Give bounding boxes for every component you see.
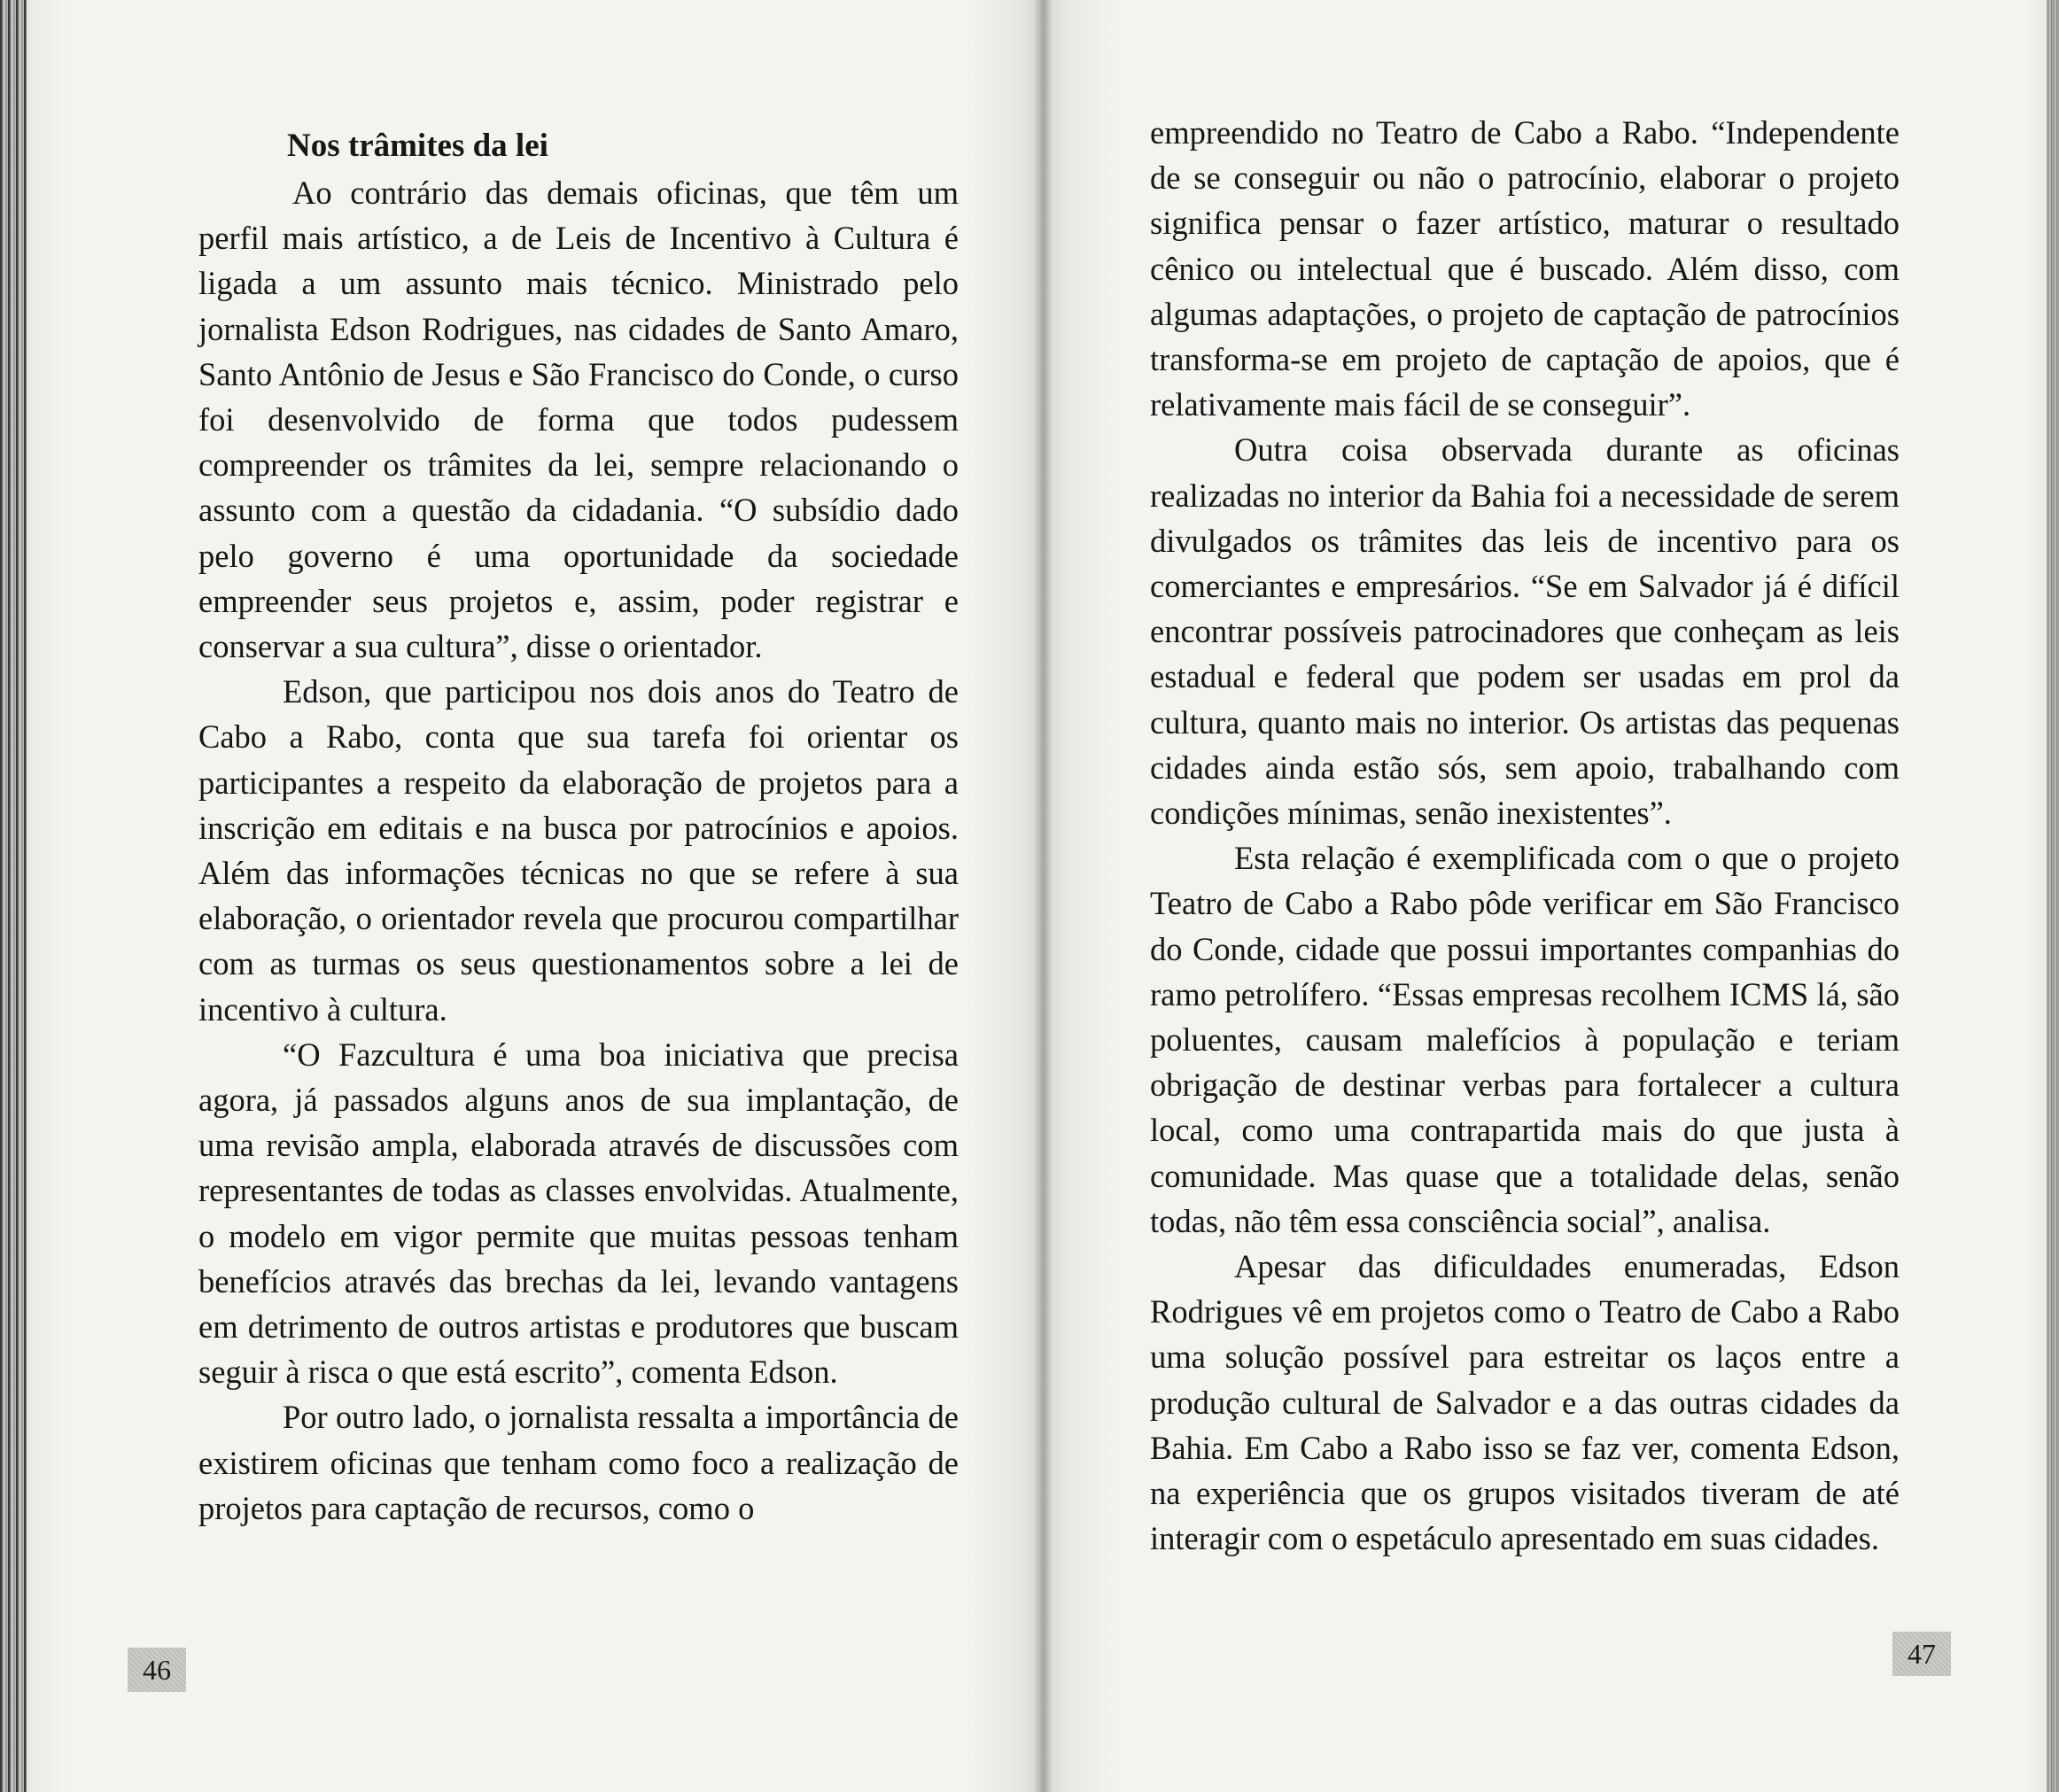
right-paragraph-4: Apesar das dificuldades enumeradas, Edson Rodrigues vê em projetos como o Teatro de Cabo a Rabo uma solução possível para estreitar os laços entre a produção cultural de Salvador e a das outras cidades da Bahia. Em Cabo a Rabo isso se faz ver, comenta Edson, na experiência que os grupos visitados tiveram de até interagir com o espetáculo apresentado em suas cidades.: [1150, 1248, 1900, 1557]
left-paragraph-1: Ao contrário das demais oficinas, que têm um perfil mais artístico, a de Leis de Incentivo à Cultura é ligada a um assunto mais técnico. Ministrado pelo jornalista Edson Rodrigues, nas cidades de Santo Amaro, Santo Antônio de Jesus e São Francisco do Conde, o curso foi desenvolvido de forma que todos pudessem compreender os trâmites da lei, sempre relacionando o assunto com a questão da cidadania. “O subsídio dado pelo governo é uma oportunidade da sociedade empreender seus projetos e, assim, poder registrar e conservar a sua cultura”, disse o orientador.: [198, 175, 959, 665]
right-paragraph-1: empreendido no Teatro de Cabo a Rabo. “Independente de se conseguir ou não o patrocínio, elaborar o projeto significa pensar o fazer artístico, maturar o resultado cênico ou intelectual que é buscado. Além disso, com algumas adaptações, o projeto de captação de patrocínios transforma-se em projeto de captação de apoios, que é relativamente mais fácil de se conseguir”.: [1150, 114, 1900, 423]
right-page-edge: [2047, 0, 2059, 1792]
book-gutter: [1033, 0, 1053, 1792]
left-text-column: [198, 122, 959, 1531]
left-paragraph-3: “O Fazcultura é uma boa iniciativa que precisa agora, já passados alguns anos de sua implantação, de uma revisão ampla, elaborada através de discussões com representantes de todas as classes envolvidas. Atualmente, o modelo em vigor permite que muitas pessoas tenham benefícios através das brechas da lei, levando vantagens em detrimento de outros artistas e produtores que buscam seguir à risca o que está escrito”, comenta Edson.: [198, 1036, 959, 1391]
left-paragraph-4: Por outro lado, o jornalista ressalta a importância de existirem oficinas que tenham como foco a realização de projetos para captação de recursos, como o: [198, 1399, 959, 1526]
page-number-left: 46: [128, 1648, 186, 1692]
left-paragraph-2: Edson, que participou nos dois anos do Teatro de Cabo a Rabo, conta que sua tarefa foi orientar os participantes a respeito da elaboração de projetos para a inscrição em editais e na busca por patrocínios e apoios. Além das informações técnicas no que se refere à sua elaboração, o orientador revela que procurou compartilhar com as turmas os seus questionamentos sobre a lei de incentivo à cultura.: [198, 673, 959, 1028]
left-page-edge: [0, 0, 27, 1792]
right-text-column: [1150, 110, 1900, 1562]
right-paragraph-3: Esta relação é exemplificada com o que o projeto Teatro de Cabo a Rabo pôde verificar em São Francisco do Conde, cidade que possui importantes companhias do ramo petrolífero. “Essas empresas recolhem ICMS lá, são poluentes, causam malefícios à população e teriam obrigação de destinar verbas para fortalecer a cultura local, como uma contrapartida mais do que justa à comunidade. Mas quase que a totalidade delas, senão todas, não têm essa consciência social”, analisa.: [1150, 840, 1900, 1239]
section-heading: Nos trâmites da lei: [287, 128, 548, 164]
right-paragraph-2: Outra coisa observada durante as oficinas realizadas no interior da Bahia foi a necessidade de serem divulgados os trâmites das leis de incentivo para os comerciantes e empresários. “Se em Salvador já é difícil encontrar possíveis patrocinadores que conheçam as leis estadual e federal que podem ser usadas em prol da cultura, quanto mais no interior. Os artistas das pequenas cidades ainda estão sós, sem apoio, trabalhando com condições mínimas, senão inexistentes”.: [1150, 431, 1900, 832]
page-number-right: 47: [1892, 1632, 1951, 1676]
